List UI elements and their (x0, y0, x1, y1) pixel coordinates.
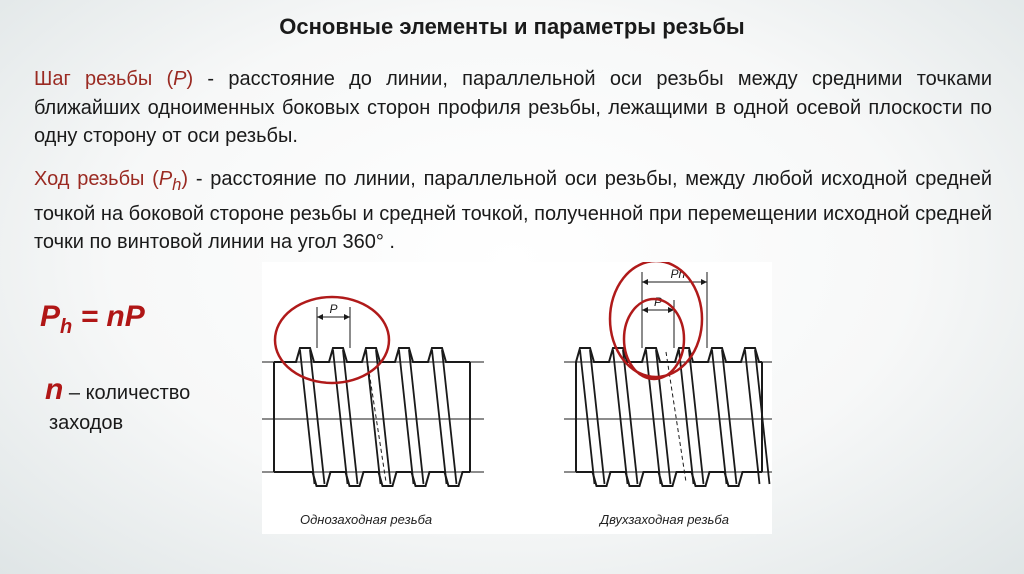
left-pitch-label: P (329, 302, 338, 316)
pitch-term-prefix: Шаг резьбы ( (34, 68, 174, 90)
n-text-line2: заходов (49, 412, 124, 434)
n-symbol: n (45, 373, 64, 406)
pitch-definition-text: - расстояние до линии, параллельной оси резьбы между средними точками ближайших одноименных боковых сторон профиля резьбы, лежащими в одной осевой плоскости по одну сторону от оси резьбы. (34, 68, 992, 147)
right-lead-label: Ph (670, 267, 686, 281)
page-title: Основные элементы и параметры резьбы (279, 14, 745, 39)
formula-rhs: = nP (72, 300, 145, 333)
lead-formula (40, 300, 145, 339)
lead-term (34, 168, 189, 194)
formula-lhs: P (40, 300, 61, 333)
pitch-symbol: P (173, 68, 187, 90)
lead-term-prefix: Ход резьбы ( (34, 168, 159, 190)
lead-definition (34, 165, 992, 257)
pitch-definition (34, 65, 992, 151)
n-definition (45, 375, 275, 438)
formula-lhs-sub: h (60, 316, 73, 338)
lead-symbol: P (158, 168, 173, 190)
lead-term-suffix: ) (181, 168, 189, 190)
left-caption: Однозаходная резьба (300, 512, 433, 527)
pitch-term-suffix: ) (186, 68, 194, 90)
right-pitch-label: P (654, 295, 663, 309)
n-text-line1: – количество (63, 382, 191, 404)
lead-symbol-sub: h (172, 175, 182, 194)
right-caption: Двухзаходная резьба (600, 512, 729, 527)
lead-definition-text: - расстояние по линии, параллельной оси резьбы, между любой исходной средней точкой на боковой стороне резьбы и средней точкой, полученной при перемещении исходной средней точки по винтовой линии на угол 360° . (34, 168, 993, 253)
thread-diagram (262, 262, 772, 534)
pitch-term (34, 68, 193, 90)
